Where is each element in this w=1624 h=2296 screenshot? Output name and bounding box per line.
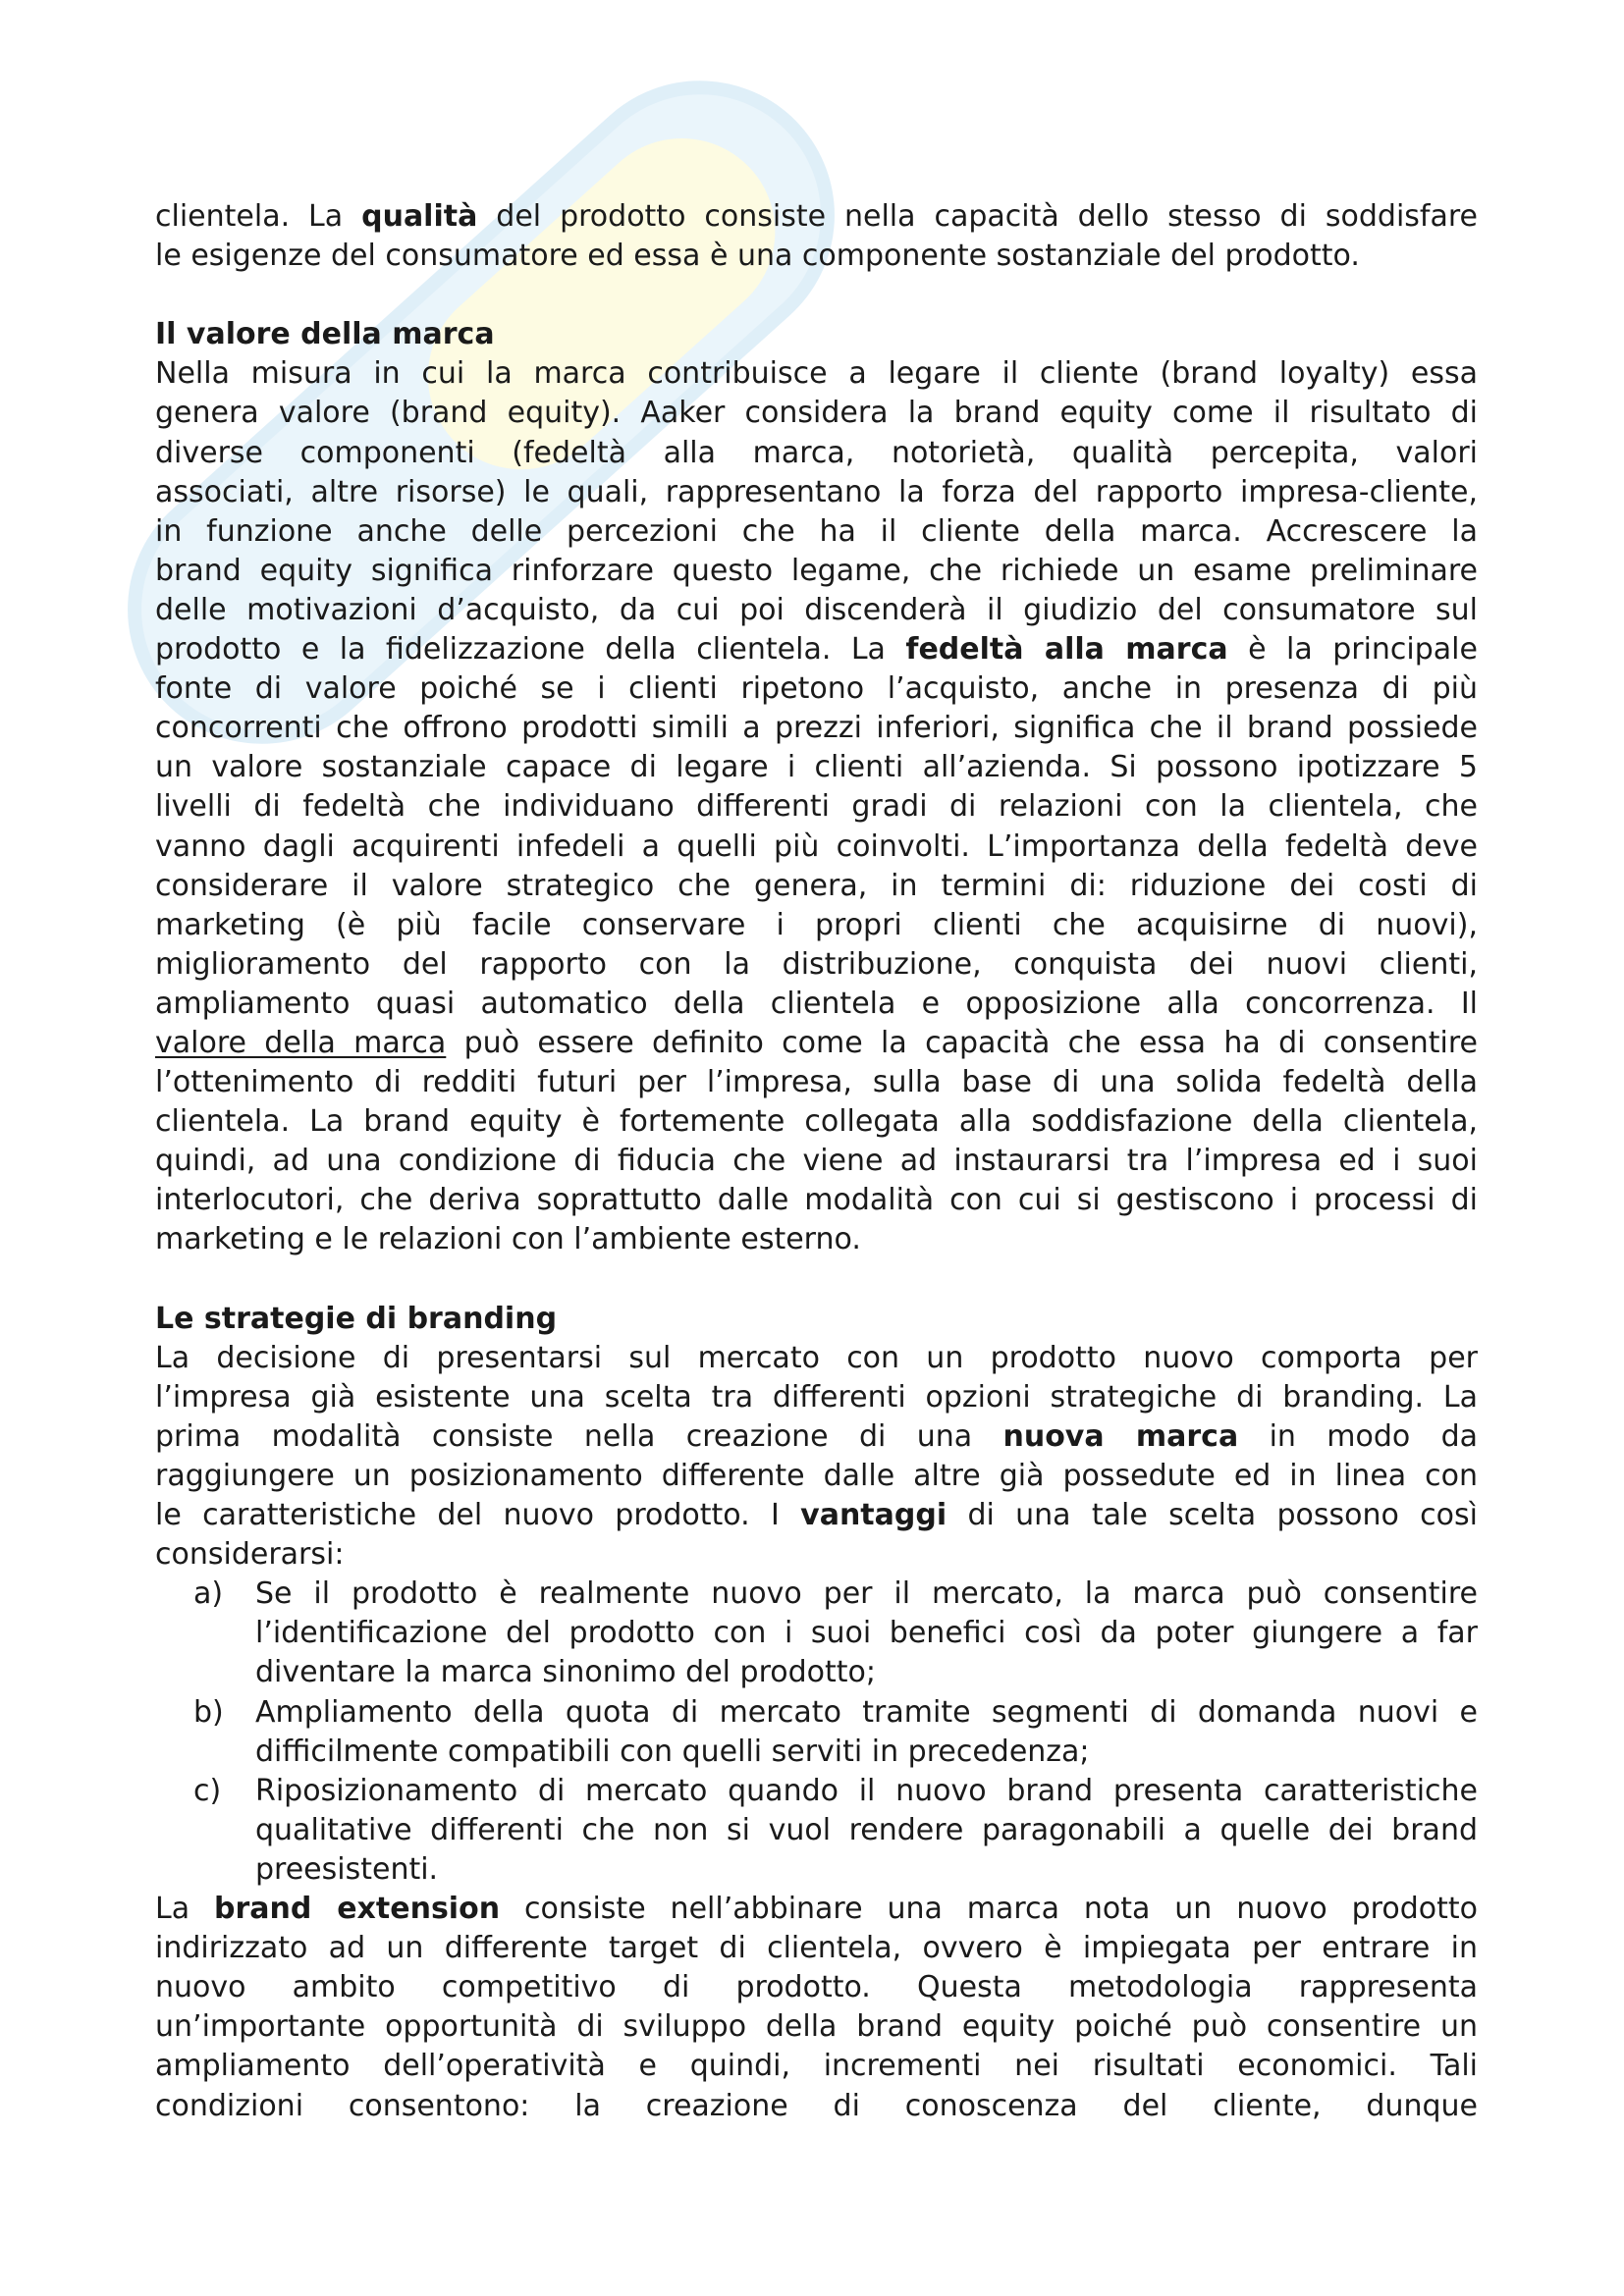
text-line xyxy=(155,197,1478,237)
text-line xyxy=(155,630,1478,669)
text-line xyxy=(155,1339,1478,1378)
text-line: l’identificazione del prodotto con i suoi benefici così da poter giungere a far xyxy=(255,1616,1478,1651)
text-run: le esigenze del consumatore ed essa è una componente sostanziale del prodotto. xyxy=(155,239,1360,274)
text-line xyxy=(155,1024,1478,1063)
bold-text: nuova marca xyxy=(1002,1418,1239,1454)
text-run: del prodotto consiste nella capacità dello stesso di soddisfare xyxy=(496,199,1478,234)
list-item xyxy=(155,1772,1478,1890)
text-line xyxy=(155,237,1478,276)
text-line xyxy=(155,787,1478,827)
text-run: raggiungere un posizionamento differente dalle altre già possedute ed in linea con xyxy=(155,1459,1478,1493)
text-line xyxy=(155,434,1478,473)
text-line xyxy=(155,1535,1478,1575)
text-line xyxy=(155,1181,1478,1220)
page-content xyxy=(155,197,1478,2126)
text-run: l’ottenimento di redditi futuri per l’impresa, sulla base di una solida fedeltà della xyxy=(155,1065,1478,1100)
text-run: marketing (è più facile conservare i propri clienti che acquisirne di nuovi), xyxy=(155,907,1478,942)
text-run: diverse componenti (fedeltà alla marca, notorietà, qualità percepita, valori xyxy=(155,435,1478,470)
text-run: un’importante opportunità di sviluppo della brand equity poiché può consentire un xyxy=(155,2009,1478,2045)
text-run: l’impresa già esistente una scelta tra differenti opzioni strategiche di branding. La xyxy=(155,1379,1478,1415)
text-run: in funzione anche delle percezioni che ha il cliente della marca. Accrescere la xyxy=(155,513,1478,549)
text-run: prima modalità consiste nella creazione di una xyxy=(155,1418,973,1454)
text-run: delle motivazioni d’acquisto, da cui poi discenderà il giudizio del consumatore sul xyxy=(155,592,1478,627)
list-item xyxy=(155,1693,1478,1772)
text-run: in modo da xyxy=(1269,1418,1479,1454)
text-line xyxy=(155,2087,1478,2126)
text-run: consiste nell’abbinare una marca nota un nuovo prodotto xyxy=(523,1892,1478,1927)
text-run: genera valore (brand equity). Aaker considera la brand equity come il risultato di xyxy=(155,396,1478,431)
text-run: ampliamento quasi automatico della clientela e opposizione alla concorrenza. Il xyxy=(155,986,1478,1021)
list-item-text xyxy=(255,1772,1478,1890)
text-line xyxy=(155,2007,1478,2047)
paragraph-spacer xyxy=(155,276,1478,315)
text-line xyxy=(155,748,1478,787)
bold-text: brand extension xyxy=(214,1892,501,1927)
list-item-text xyxy=(255,1693,1478,1772)
section-heading: Le strategie di branding xyxy=(155,1301,558,1336)
text-run: associati, altre risorse) le quali, rappresentano la forza del rapporto impresa-cliente, xyxy=(155,474,1478,509)
text-line xyxy=(155,1142,1478,1181)
text-line xyxy=(155,1220,1478,1259)
text-run: La xyxy=(155,1892,190,1927)
bold-text: fedeltà alla marca xyxy=(905,632,1228,667)
text-line xyxy=(155,394,1478,433)
text-line: qualitative differenti che non si vuol rendere paragonabili a quelle dei brand xyxy=(255,1812,1478,1847)
text-line xyxy=(155,828,1478,867)
text-line xyxy=(155,669,1478,709)
text-line: difficilmente compatibili con quelli serviti in precedenza; xyxy=(255,1734,1090,1769)
text-run: può essere definito come la capacità che essa ha di consentire xyxy=(463,1025,1478,1060)
text-line xyxy=(155,906,1478,945)
text-run: di una tale scelta possono così xyxy=(967,1498,1478,1533)
text-line: Se il prodotto è realmente nuovo per il mercato, la marca può consentire xyxy=(255,1576,1478,1612)
text-line xyxy=(155,1417,1478,1457)
ordered-list xyxy=(155,1575,1478,1890)
text-line: Ampliamento della quota di mercato tramite segmenti di domanda nuovi e xyxy=(255,1694,1478,1730)
list-marker: b) xyxy=(193,1694,224,1730)
text-run: interlocutori, che deriva soprattutto dalle modalità con cui si gestiscono i processi di xyxy=(155,1183,1478,1218)
text-line xyxy=(155,473,1478,512)
text-run: clientela. La brand equity è fortemente collegata alla soddisfazione della clientela, xyxy=(155,1104,1478,1140)
text-line xyxy=(155,709,1478,748)
text-run: fonte di valore poiché se i clienti ripetono l’acquisto, anche in presenza di più xyxy=(155,671,1478,707)
text-run: La decisione di presentarsi sul mercato con un prodotto nuovo comporta per xyxy=(155,1340,1478,1375)
text-run: clientela. La xyxy=(155,199,344,234)
bold-text: qualità xyxy=(361,199,478,234)
text-run: considerare il valore strategico che genera, in termini di: riduzione dei costi di xyxy=(155,868,1478,903)
text-line: Riposizionamento di mercato quando il nuovo brand presenta caratteristiche xyxy=(255,1773,1478,1808)
section-heading: Il valore della marca xyxy=(155,317,495,352)
text-run: le caratteristiche del nuovo prodotto. I xyxy=(155,1498,780,1533)
text-run: vanno dagli acquirenti infedeli a quelli più coinvolti. L’importanza della fedeltà deve xyxy=(155,828,1478,864)
text-run: nuovo ambito competitivo di prodotto. Questa metodologia rappresenta xyxy=(155,1970,1478,2005)
text-line xyxy=(155,867,1478,906)
text-run: è la principale xyxy=(1248,632,1478,667)
text-run: livelli di fedeltà che individuano differenti gradi di relazioni con la clientela, che xyxy=(155,789,1478,825)
text-line xyxy=(155,512,1478,552)
text-line xyxy=(155,1102,1478,1142)
text-line xyxy=(155,354,1478,394)
text-line xyxy=(155,1378,1478,1417)
text-line xyxy=(155,591,1478,630)
text-line xyxy=(155,2047,1478,2086)
paragraph-spacer xyxy=(155,1260,1478,1300)
text-run: brand equity significa rinforzare questo legame, che richiede un esame preliminare xyxy=(155,553,1478,588)
text-line xyxy=(155,1890,1478,1929)
text-line xyxy=(155,1968,1478,2007)
text-run: marketing e le relazioni con l’ambiente esterno. xyxy=(155,1222,861,1257)
text-run: condizioni consentono: la creazione di conoscenza del cliente, dunque xyxy=(155,2088,1478,2123)
underlined-text: valore della marca xyxy=(155,1025,447,1060)
text-run: un valore sostanziale capace di legare i clienti all’azienda. Si possono ipotizzare 5 xyxy=(155,750,1478,785)
list-item xyxy=(155,1575,1478,1692)
list-marker: a) xyxy=(193,1576,224,1612)
text-line xyxy=(155,1457,1478,1496)
text-run: indirizzato ad un differente target di clientela, ovvero è impiegata per entrare in xyxy=(155,1931,1478,1966)
text-line: diventare la marca sinonimo del prodotto; xyxy=(255,1655,876,1690)
bold-text: vantaggi xyxy=(800,1498,947,1533)
text-run: ampliamento dell’operatività e quindi, incrementi nei risultati economici. Tali xyxy=(155,2049,1478,2084)
text-line xyxy=(155,985,1478,1024)
text-run: miglioramento del rapporto con la distribuzione, conquista dei nuovi clienti, xyxy=(155,946,1478,982)
text-line xyxy=(155,1063,1478,1102)
text-run: quindi, ad una condizione di fiducia che viene ad instaurarsi tra l’impresa ed i suoi xyxy=(155,1144,1478,1179)
list-marker: c) xyxy=(193,1773,222,1808)
text-line xyxy=(155,1496,1478,1535)
text-line: preesistenti. xyxy=(255,1851,439,1887)
text-run: concorrenti che offrono prodotti simili a prezzi inferiori, significa che il brand possiede xyxy=(155,711,1478,746)
text-line xyxy=(155,945,1478,985)
text-run: Nella misura in cui la marca contribuisce a legare il cliente (brand loyalty) essa xyxy=(155,356,1478,392)
list-item-text xyxy=(255,1575,1478,1692)
text-line xyxy=(155,1929,1478,1968)
text-line xyxy=(155,552,1478,591)
text-run: considerarsi: xyxy=(155,1537,345,1573)
text-run: prodotto e la fidelizzazione della clientela. La xyxy=(155,632,886,667)
